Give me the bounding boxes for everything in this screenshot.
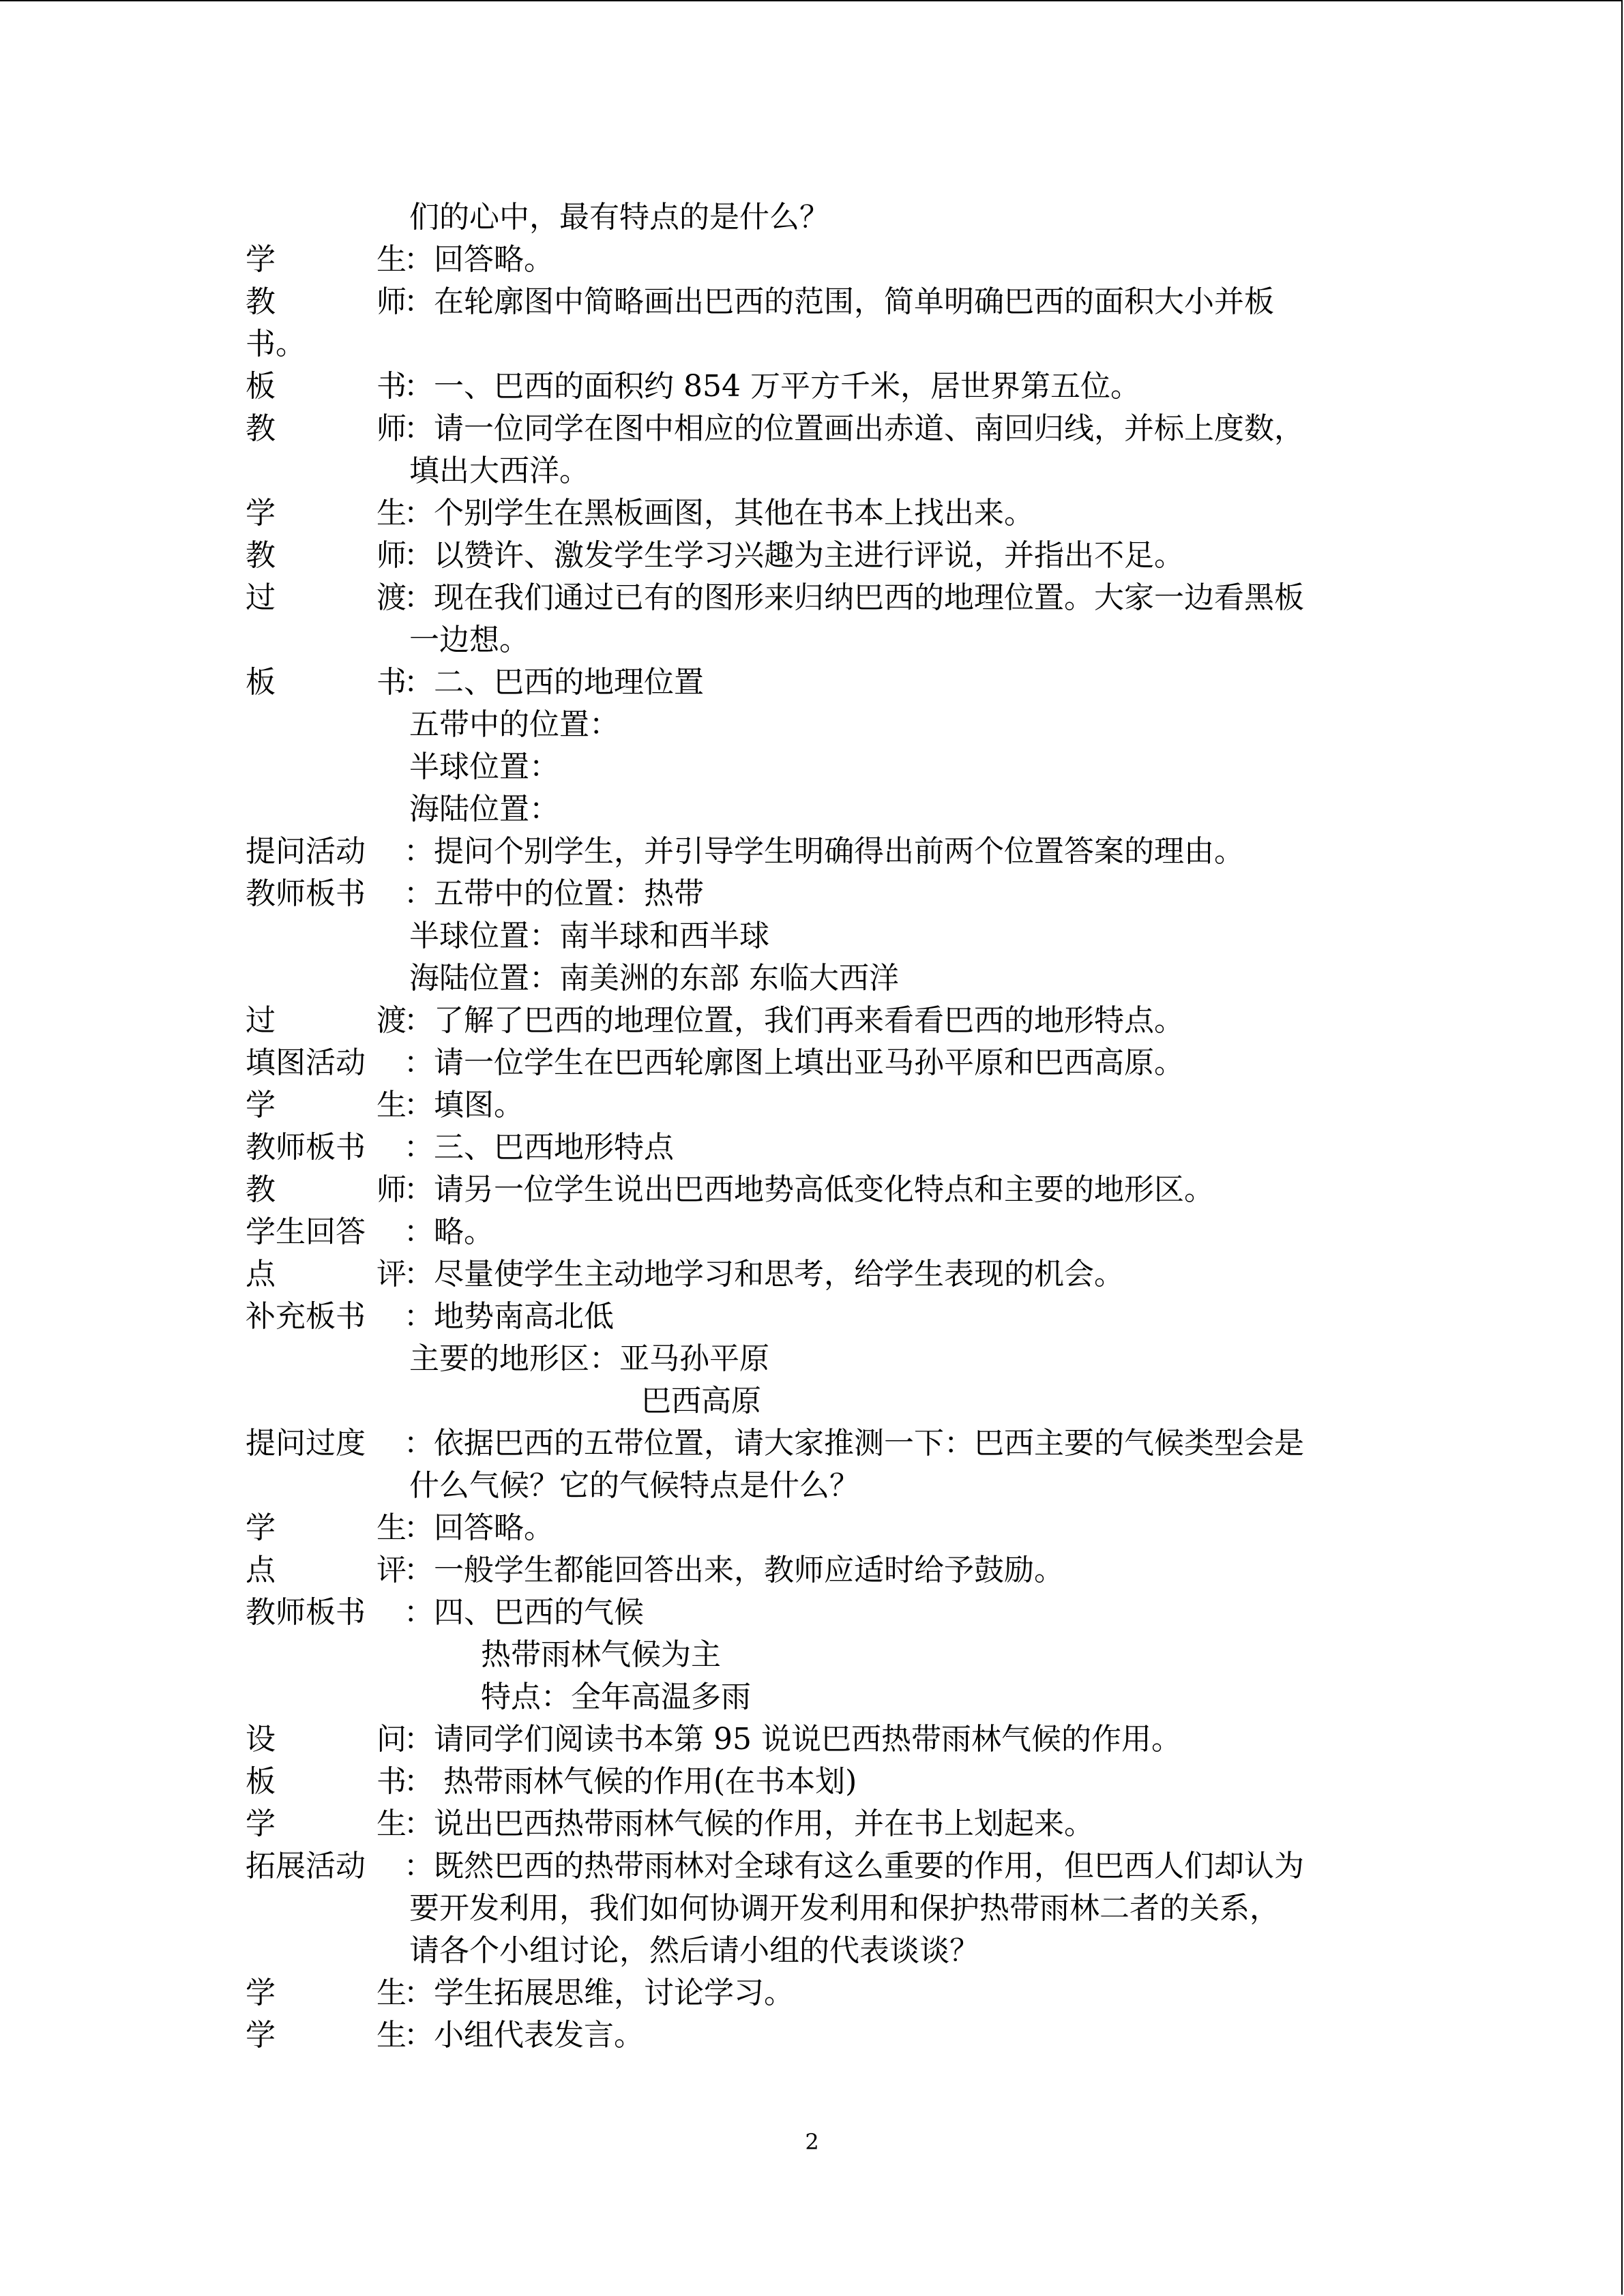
speaker-label-part: 教 bbox=[246, 284, 276, 319]
speaker-label-part: 板 bbox=[246, 1764, 276, 1799]
line-text: ：一般学生都能回答出来，教师应适时给予鼓励。 bbox=[404, 1553, 1064, 1587]
document-line bbox=[246, 281, 1391, 323]
speaker-label-part: 板 bbox=[246, 665, 276, 700]
document-line bbox=[246, 1634, 1391, 1676]
line-text: ：请一位学生在巴西轮廓图上填出亚马孙平原和巴西高原。 bbox=[404, 1045, 1184, 1080]
speaker-label-part: 生 bbox=[377, 1806, 407, 1841]
line-text: ：个别学生在黑板画图，其他在书本上找出来。 bbox=[404, 496, 1034, 531]
line-text: 主要的地形区：亚马孙平原 bbox=[409, 1341, 769, 1376]
line-text: ：提问个别学生，并引导学生明确得出前两个位置答案的理由。 bbox=[404, 834, 1244, 869]
line-text: 半球位置：南半球和西半球 bbox=[409, 919, 769, 953]
line-text: ：二、巴西的地理位置 bbox=[404, 665, 704, 700]
line-text: 五带中的位置： bbox=[409, 707, 619, 742]
speaker-label-part: 书 bbox=[377, 665, 407, 700]
document-line bbox=[246, 831, 1391, 873]
document-line bbox=[246, 1549, 1391, 1592]
speaker-label-part: 设 bbox=[246, 1722, 276, 1757]
speaker-label bbox=[246, 873, 407, 915]
speaker-label-part: 师 bbox=[377, 284, 407, 319]
speaker-label-part: 生 bbox=[377, 1510, 407, 1545]
speaker-label bbox=[246, 831, 407, 873]
speaker-label-part: 问 bbox=[377, 1722, 407, 1757]
line-text: ：说出巴西热带雨林气候的作用，并在书上划起来。 bbox=[404, 1806, 1094, 1841]
speaker-label-part: 师 bbox=[377, 538, 407, 573]
speaker-label-part: 学 bbox=[246, 1510, 276, 1545]
speaker-label bbox=[246, 577, 407, 619]
document-line bbox=[246, 1676, 1391, 1718]
speaker-label bbox=[246, 1718, 407, 1761]
line-text: 热带雨林气候为主 bbox=[481, 1637, 721, 1672]
line-text: ： 热带雨林气候的作用(在书本划) bbox=[404, 1764, 857, 1799]
document-line bbox=[246, 1465, 1391, 1507]
speaker-label-part: 生 bbox=[377, 242, 407, 277]
speaker-label-part: 师 bbox=[377, 411, 407, 446]
speaker-label-part: 填图活动 bbox=[246, 1045, 366, 1080]
document-line bbox=[246, 915, 1391, 957]
speaker-label-part: 提问过度 bbox=[246, 1426, 366, 1461]
speaker-label bbox=[246, 366, 407, 408]
line-text: 什么气候？它的气候特点是什么？ bbox=[409, 1468, 859, 1503]
speaker-label-part: 过 bbox=[246, 580, 276, 615]
speaker-label bbox=[246, 1845, 407, 1888]
line-text: 一边想。 bbox=[409, 623, 529, 657]
speaker-label bbox=[246, 1549, 407, 1592]
line-text: 海陆位置： bbox=[409, 792, 559, 826]
document-line bbox=[246, 577, 1391, 619]
document-line bbox=[246, 1380, 1391, 1422]
line-text: ：四、巴西的气候 bbox=[404, 1595, 644, 1630]
speaker-label-part: 拓展活动 bbox=[246, 1849, 366, 1883]
speaker-label-part: 生 bbox=[377, 496, 407, 531]
line-text: ：请一位同学在图中相应的位置画出赤道、南回归线，并标上度数， bbox=[404, 411, 1304, 446]
speaker-label bbox=[246, 1422, 407, 1465]
speaker-label bbox=[246, 1042, 407, 1084]
document-line bbox=[246, 1084, 1391, 1127]
speaker-label bbox=[246, 1253, 407, 1296]
speaker-label-part: 书 bbox=[377, 1764, 407, 1799]
document-line bbox=[246, 366, 1391, 408]
speaker-label-part: 点 bbox=[246, 1257, 276, 1292]
speaker-label bbox=[246, 1127, 407, 1169]
speaker-label bbox=[246, 408, 407, 450]
speaker-label-part: 教 bbox=[246, 538, 276, 573]
document-line bbox=[246, 239, 1391, 281]
speaker-label bbox=[246, 1211, 407, 1253]
speaker-label-part: 点 bbox=[246, 1553, 276, 1587]
document-line bbox=[246, 957, 1391, 1000]
line-text: ：了解了巴西的地理位置，我们再来看看巴西的地形特点。 bbox=[404, 1003, 1184, 1038]
document-line bbox=[246, 1718, 1391, 1761]
document-line bbox=[246, 2014, 1391, 2057]
speaker-label bbox=[246, 1169, 407, 1211]
speaker-label bbox=[246, 1296, 407, 1338]
document-line bbox=[246, 1338, 1391, 1380]
document-line bbox=[246, 408, 1391, 450]
line-text: ：略。 bbox=[404, 1214, 494, 1249]
document-line bbox=[246, 1422, 1391, 1465]
document-line bbox=[246, 1592, 1391, 1634]
document-line bbox=[246, 535, 1391, 577]
line-text: 海陆位置：南美洲的东部 东临大西洋 bbox=[409, 961, 899, 996]
speaker-label-part: 教师板书 bbox=[246, 876, 366, 911]
speaker-label bbox=[246, 239, 407, 281]
speaker-label-part: 生 bbox=[377, 1976, 407, 2010]
speaker-label-part: 学生回答 bbox=[246, 1214, 366, 1249]
document-line bbox=[246, 323, 1391, 366]
speaker-label-part: 师 bbox=[377, 1172, 407, 1207]
speaker-label bbox=[246, 1084, 407, 1127]
line-text: ：学生拓展思维，讨论学习。 bbox=[404, 1976, 794, 2010]
document-line bbox=[246, 1127, 1391, 1169]
speaker-label-part: 渡 bbox=[377, 1003, 407, 1038]
speaker-label bbox=[246, 1507, 407, 1549]
speaker-label-part: 教师板书 bbox=[246, 1130, 366, 1165]
line-text: ：依据巴西的五带位置，请大家推测一下：巴西主要的气候类型会是 bbox=[404, 1426, 1304, 1461]
speaker-label-part: 评 bbox=[377, 1553, 407, 1587]
document-line bbox=[246, 1211, 1391, 1253]
speaker-label-part: 书 bbox=[377, 369, 407, 404]
document-line bbox=[246, 1888, 1391, 1930]
document-line bbox=[246, 1253, 1391, 1296]
document-line bbox=[246, 1761, 1391, 1803]
document-line bbox=[246, 196, 1391, 239]
document-line bbox=[246, 704, 1391, 746]
line-text: ：回答略。 bbox=[404, 242, 554, 277]
line-text: ：地势南高北低 bbox=[404, 1299, 614, 1334]
speaker-label-part: 学 bbox=[246, 2018, 276, 2053]
line-text: ：请同学们阅读书本第 95 说说巴西热带雨林气候的作用。 bbox=[404, 1722, 1181, 1757]
line-text: ：小组代表发言。 bbox=[404, 2018, 644, 2053]
document-line bbox=[246, 1507, 1391, 1549]
speaker-label bbox=[246, 281, 407, 323]
line-text: ：既然巴西的热带雨林对全球有这么重要的作用，但巴西人们却认为 bbox=[404, 1849, 1304, 1883]
document-line bbox=[246, 1972, 1391, 2014]
speaker-label bbox=[246, 661, 407, 704]
speaker-label bbox=[246, 1000, 407, 1042]
speaker-label-part: 评 bbox=[377, 1257, 407, 1292]
line-text: 请各个小组讨论，然后请小组的代表谈谈？ bbox=[409, 1933, 979, 1968]
speaker-label-part: 学 bbox=[246, 242, 276, 277]
speaker-label-part: 教师板书 bbox=[246, 1595, 366, 1630]
line-text: 填出大西洋。 bbox=[409, 453, 589, 488]
document-line bbox=[246, 450, 1391, 492]
document-line bbox=[246, 1169, 1391, 1211]
document-line bbox=[246, 873, 1391, 915]
line-text: ：请另一位学生说出巴西地势高低变化特点和主要的地形区。 bbox=[404, 1172, 1214, 1207]
speaker-label bbox=[246, 2014, 407, 2057]
line-text: 书。 bbox=[246, 327, 306, 361]
document-line bbox=[246, 746, 1391, 788]
speaker-label-part: 渡 bbox=[377, 580, 407, 615]
document-line bbox=[246, 1296, 1391, 1338]
document-line bbox=[246, 619, 1391, 661]
speaker-label bbox=[246, 1972, 407, 2014]
line-text: ：回答略。 bbox=[404, 1510, 554, 1545]
speaker-label-part: 学 bbox=[246, 496, 276, 531]
line-text: 半球位置： bbox=[409, 749, 559, 784]
speaker-label-part: 学 bbox=[246, 1976, 276, 2010]
line-text: 巴西高原 bbox=[641, 1384, 761, 1418]
line-text: ：一、巴西的面积约 854 万平方千米，居世界第五位。 bbox=[404, 369, 1140, 404]
speaker-label-part: 过 bbox=[246, 1003, 276, 1038]
document-line bbox=[246, 788, 1391, 831]
document-line bbox=[246, 1930, 1391, 1972]
speaker-label-part: 提问活动 bbox=[246, 834, 366, 869]
line-text: 们的心中，最有特点的是什么？ bbox=[409, 200, 829, 235]
document-line bbox=[246, 492, 1391, 535]
document-line bbox=[246, 1042, 1391, 1084]
line-text: ：五带中的位置：热带 bbox=[404, 876, 704, 911]
speaker-label bbox=[246, 492, 407, 535]
line-text: ：三、巴西地形特点 bbox=[404, 1130, 674, 1165]
speaker-label bbox=[246, 1803, 407, 1845]
speaker-label bbox=[246, 535, 407, 577]
document-line bbox=[246, 1803, 1391, 1845]
speaker-label-part: 生 bbox=[377, 2018, 407, 2053]
speaker-label-part: 补充板书 bbox=[246, 1299, 366, 1334]
speaker-label-part: 学 bbox=[246, 1088, 276, 1122]
line-text: 特点：全年高温多雨 bbox=[481, 1680, 751, 1714]
line-text: 要开发利用，我们如何协调开发利用和保护热带雨林二者的关系， bbox=[409, 1891, 1280, 1926]
speaker-label-part: 学 bbox=[246, 1806, 276, 1841]
document-body bbox=[246, 196, 1391, 2057]
line-text: ：填图。 bbox=[404, 1088, 524, 1122]
speaker-label bbox=[246, 1592, 407, 1634]
document-line bbox=[246, 1845, 1391, 1888]
speaker-label-part: 板 bbox=[246, 369, 276, 404]
speaker-label-part: 生 bbox=[377, 1088, 407, 1122]
speaker-label bbox=[246, 1761, 407, 1803]
speaker-label-part: 教 bbox=[246, 411, 276, 446]
document-line bbox=[246, 661, 1391, 704]
line-text: ：尽量使学生主动地学习和思考，给学生表现的机会。 bbox=[404, 1257, 1124, 1292]
line-text: ：在轮廓图中简略画出巴西的范围，简单明确巴西的面积大小并板 bbox=[404, 284, 1274, 319]
line-text: ：以赞许、激发学生学习兴趣为主进行评说，并指出不足。 bbox=[404, 538, 1184, 573]
speaker-label-part: 教 bbox=[246, 1172, 276, 1207]
page-number: 2 bbox=[805, 2129, 819, 2155]
line-text: ：现在我们通过已有的图形来归纳巴西的地理位置。大家一边看黑板 bbox=[404, 580, 1304, 615]
document-line bbox=[246, 1000, 1391, 1042]
